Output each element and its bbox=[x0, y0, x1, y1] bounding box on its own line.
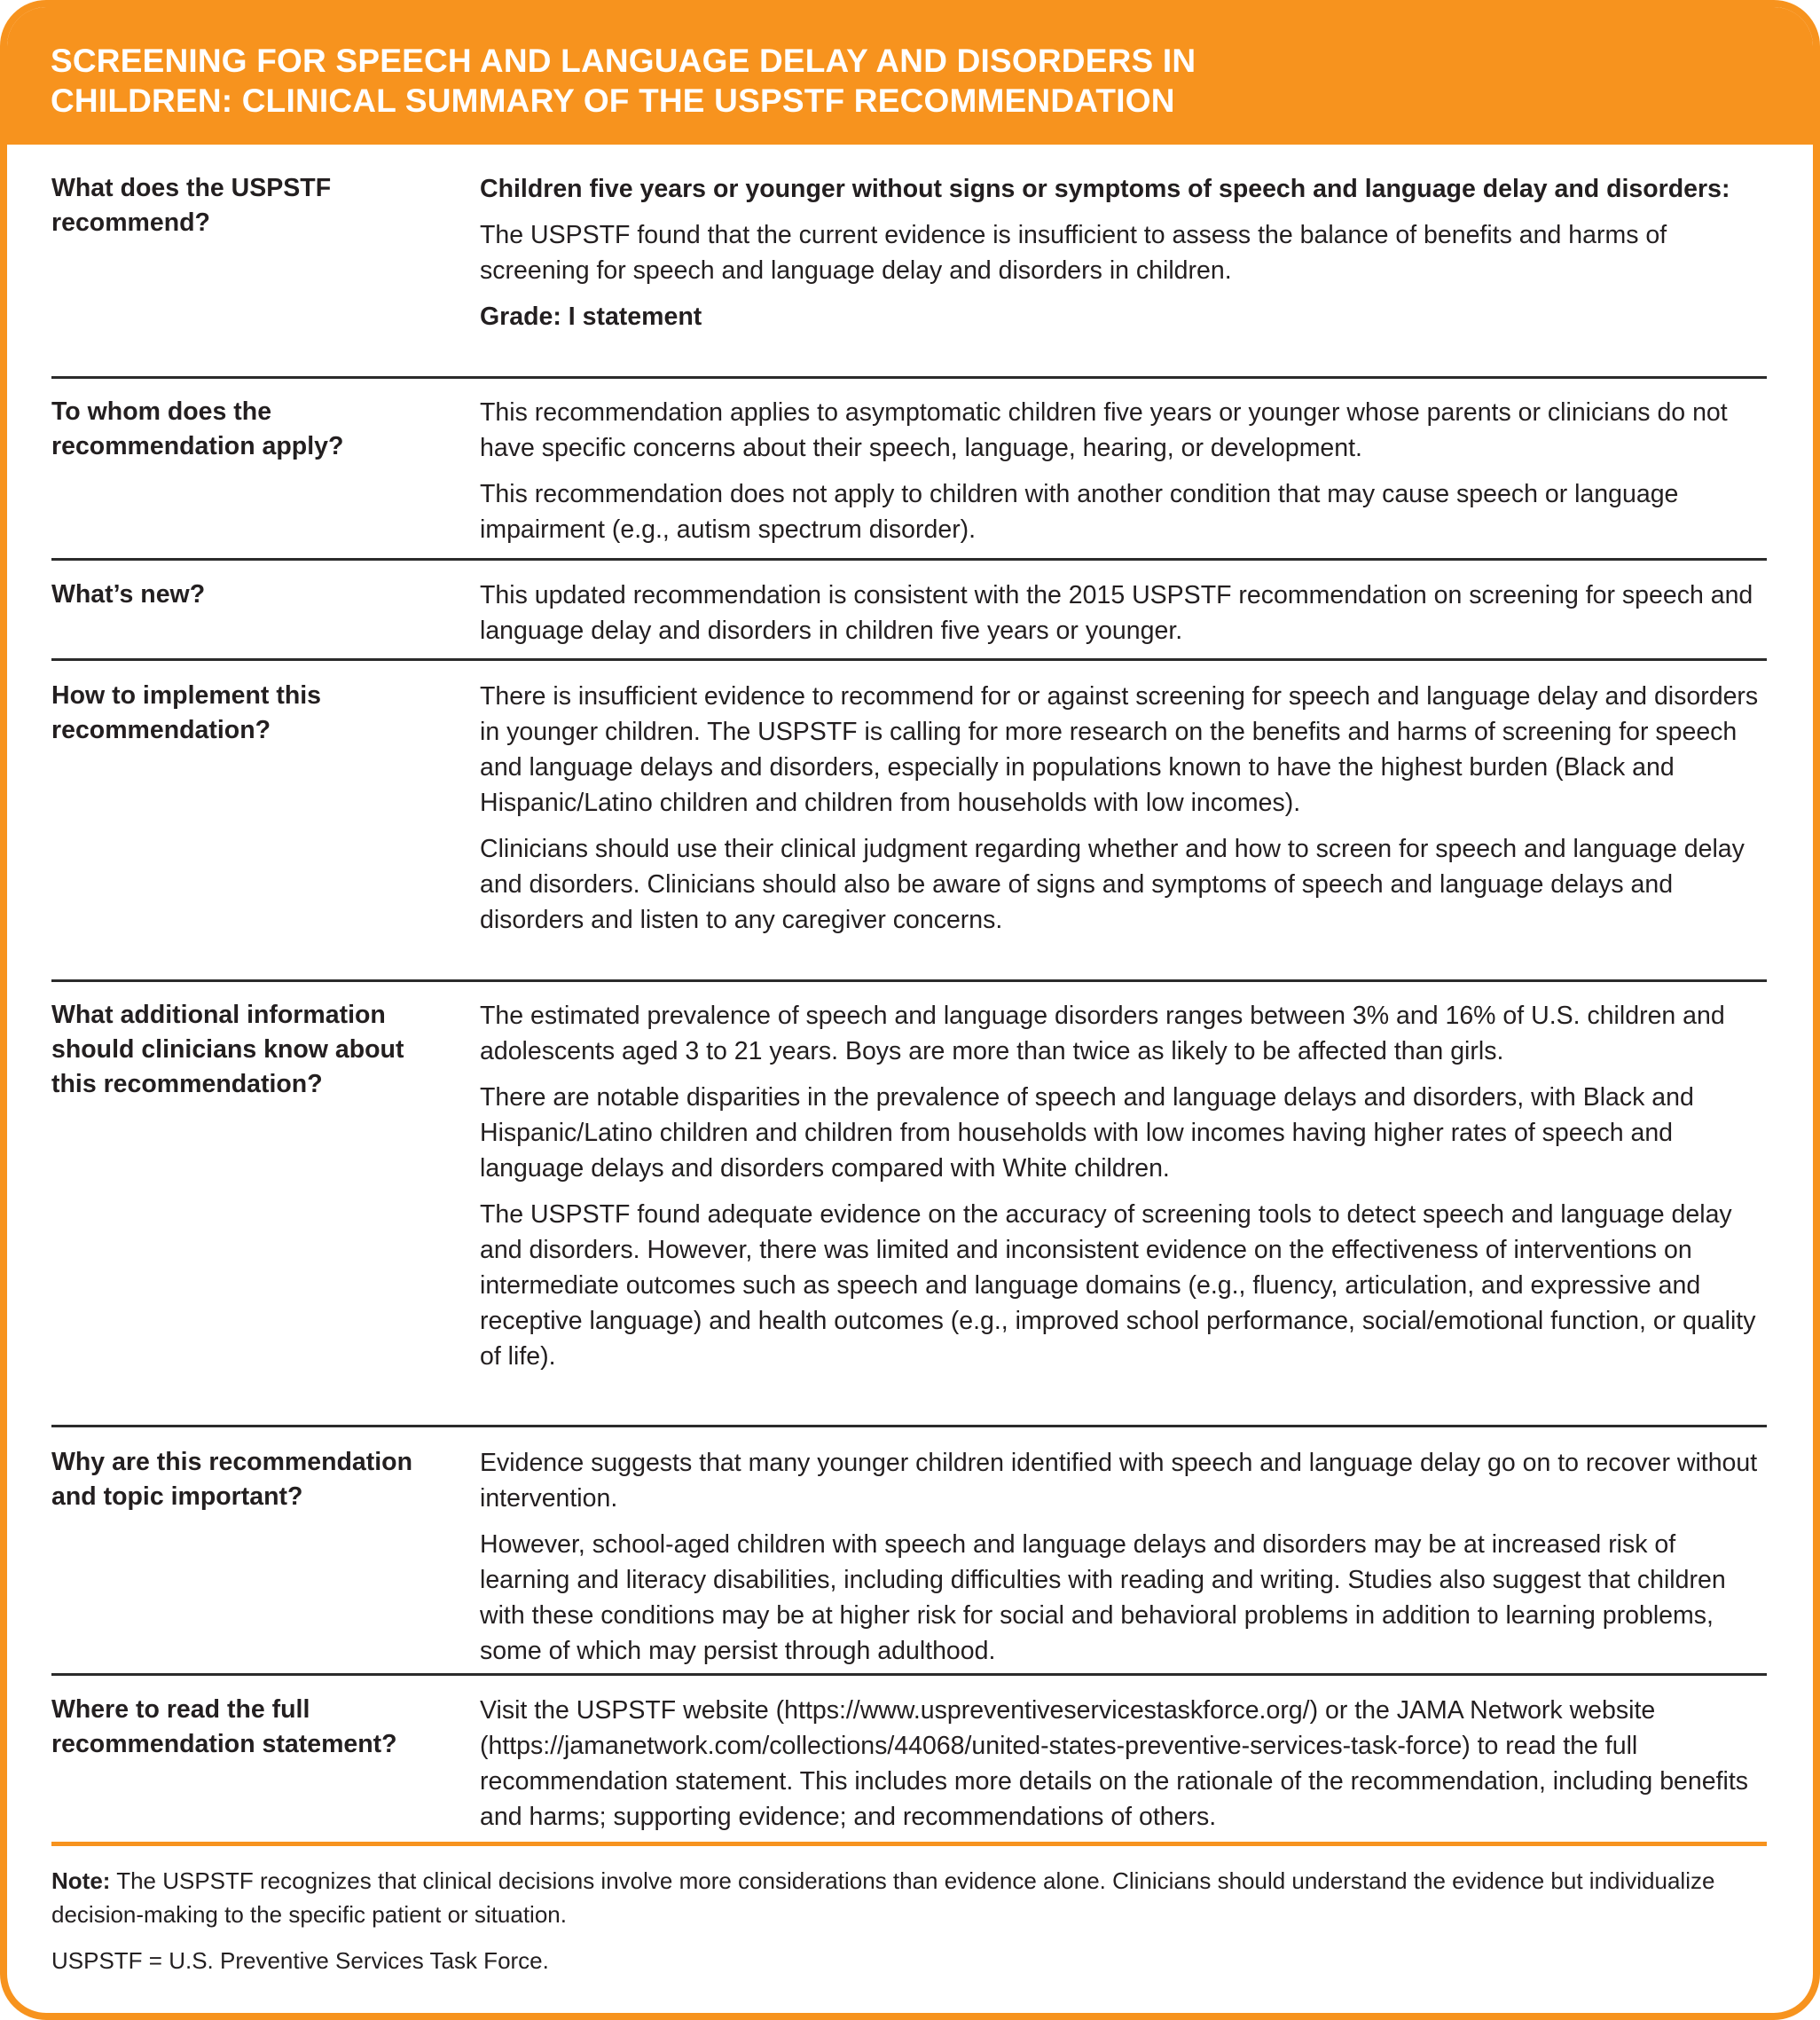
row-question: What’s new? bbox=[51, 580, 206, 609]
row-answer bbox=[480, 171, 1761, 345]
row-divider bbox=[51, 1673, 1767, 1676]
row-question: Why are this recommendation and topic important? bbox=[51, 1448, 413, 1511]
page-title bbox=[51, 41, 1337, 121]
note-label: Note: bbox=[51, 1867, 111, 1894]
answer-paragraph: Evidence suggests that many younger children identified with speech and language delay go on to recover without intervention. bbox=[480, 1449, 1758, 1513]
row-divider bbox=[51, 1425, 1767, 1427]
answer-paragraph: Clinicians should use their clinical judgment regarding whether and how to screen for speech and language delay and disorders. Clinicians should also be aware of signs and symptoms of speech and language delays and disorders and listen to any caregiver concerns. bbox=[480, 835, 1745, 934]
row-answer bbox=[480, 998, 1761, 1385]
note-paragraph bbox=[51, 1864, 1772, 1931]
row-divider bbox=[51, 558, 1767, 561]
row-divider bbox=[51, 658, 1767, 661]
row-question: To whom does the recommendation apply? bbox=[51, 397, 344, 460]
footer-divider bbox=[51, 1842, 1767, 1846]
note-text: The USPSTF recognizes that clinical decisions involve more considerations than evidence alone. Clinicians should understand the evidence but individualize decision-making to the specific patient or situation. bbox=[51, 1867, 1715, 1928]
row-divider bbox=[51, 376, 1767, 379]
answer-paragraph: This recommendation applies to asymptomatic children five years or younger whose parents or clinicians do not have specific concerns about their speech, language, hearing, or development. bbox=[480, 398, 1728, 462]
row-answer bbox=[480, 578, 1761, 659]
answer-paragraph: This recommendation does not apply to children with another condition that may cause speech or language impairment (e.g., autism spectrum disorder). bbox=[480, 480, 1679, 544]
row-question: What does the USPSTF recommend? bbox=[51, 174, 332, 237]
answer-paragraph: The USPSTF found adequate evidence on the accuracy of screening tools to detect speech and language delay and disorders. However, there was limited and inconsistent evidence on the effectiveness of interventions on intermediate outcomes such as speech and language domains (e.g., fluency, articulation, and expressive and receptive language) and health outcomes (e.g., improved school performance, social/emotional function, or quality of life). bbox=[480, 1200, 1756, 1371]
answer-paragraph: Visit the USPSTF website (https://www.uspreventiveservicestaskforce.org/) or the JAMA Network website (https://jamanetwork.com/collections/44068/united-states-preventive-services-task-force) to read the full recommendation statement. This includes more details on the rationale of the recommendation, including benefits and harms; supporting evidence; and recommendations of others. bbox=[480, 1696, 1749, 1831]
answer-paragraph: However, school-aged children with speech and language delays and disorders may be at increased risk of learning and literacy disabilities, including difficulties with reading and writing. Studies also suggest that children with these conditions may be at higher risk for social and behavioral problems in addition to learning problems, some of which may persist through adulthood. bbox=[480, 1530, 1726, 1665]
title-line-1: SCREENING FOR SPEECH AND LANGUAGE DELAY AND DISORDERS IN bbox=[51, 43, 1196, 79]
row-answer bbox=[480, 1693, 1761, 1845]
title-line-2: CHILDREN: CLINICAL SUMMARY OF THE USPSTF RECOMMENDATION bbox=[51, 83, 1175, 119]
grade-label: Grade: I statement bbox=[480, 303, 702, 331]
row-divider bbox=[51, 979, 1767, 982]
row-answer bbox=[480, 679, 1761, 948]
row-answer bbox=[480, 1445, 1761, 1679]
population-heading: Children five years or younger without signs or symptoms of speech and language delay and disorders: bbox=[480, 175, 1730, 203]
row-question: Where to read the full recommendation statement? bbox=[51, 1695, 397, 1758]
row-question: How to implement this recommendation? bbox=[51, 681, 322, 744]
abbreviation-text: USPSTF = U.S. Preventive Services Task Force. bbox=[51, 1947, 549, 1974]
recommendation-text: The USPSTF found that the current evidence is insufficient to assess the balance of benefits and harms of screening for speech and language delay and disorders in children. bbox=[480, 221, 1667, 285]
answer-paragraph: The estimated prevalence of speech and language disorders ranges between 3% and 16% of U.S. children and adolescents aged 3 to 21 years. Boys are more than twice as likely to be affected than girls. bbox=[480, 1002, 1725, 1065]
answer-paragraph: There is insufficient evidence to recommend for or against screening for speech and language delay and disorders in younger children. The USPSTF is calling for more research on the benefits and harms of screening for speech and language delays and disorders, especially in populations known to have the highest burden (Black and Hispanic/Latino children and children from households with low incomes). bbox=[480, 682, 1759, 817]
row-answer bbox=[480, 395, 1761, 558]
summary-header bbox=[7, 7, 1813, 145]
answer-paragraph: There are notable disparities in the prevalence of speech and language delays and disorders, with Black and Hispanic/Latino children and children from households with low incomes having higher rates of speech and language delays and disorders compared with White children. bbox=[480, 1083, 1694, 1183]
footer-note bbox=[51, 1864, 1772, 1990]
answer-paragraph: This updated recommendation is consistent with the 2015 USPSTF recommendation on screening for speech and language delay and disorders in children five years or younger. bbox=[480, 581, 1753, 645]
row-question: What additional information should clinicians know about this recommendation? bbox=[51, 1001, 404, 1098]
